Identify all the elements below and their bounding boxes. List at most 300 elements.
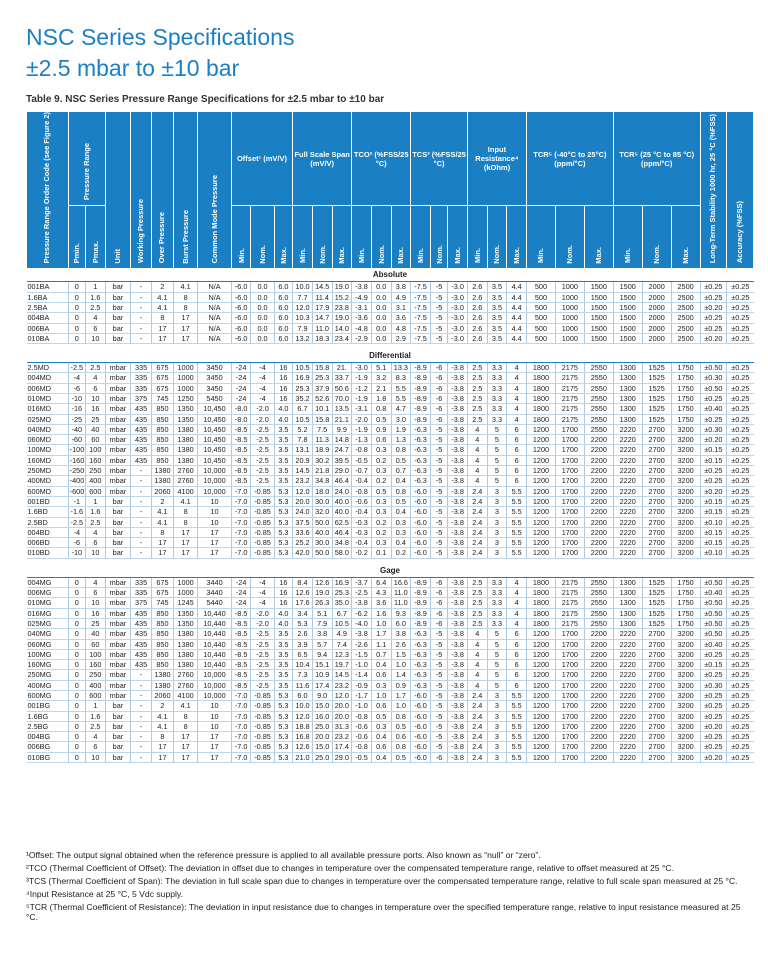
table-cell: -160 (69, 455, 85, 465)
table-cell: 6.0 (274, 313, 293, 323)
table-cell: 435 (131, 424, 152, 434)
table-cell: ±0.50 (700, 363, 727, 373)
table-cell: 6 (86, 538, 106, 548)
table-cell: 20.0 (332, 701, 352, 711)
table-cell: -3.8 (448, 424, 468, 434)
order-code-cell: 004MG (27, 577, 69, 587)
table-cell: 1380 (173, 649, 197, 659)
table-cell: -3.7 (352, 577, 372, 587)
table-cell: 3200 (671, 691, 700, 701)
table-cell: 24.7 (332, 445, 352, 455)
table-cell: 0 (68, 598, 85, 608)
table-cell: 0.0 (371, 292, 391, 302)
table-cell: 2220 (613, 517, 642, 527)
table-row (27, 752, 754, 762)
table-cell: 2.6 (467, 333, 487, 343)
table-cell: 17 (173, 313, 197, 323)
table-cell: 35.0 (332, 598, 352, 608)
table-cell: 2550 (584, 414, 613, 424)
table-cell: 60 (86, 639, 106, 649)
table-cell: 1200 (526, 476, 555, 486)
table-cell: 2175 (555, 414, 584, 424)
table-cell: 10,450 (198, 424, 232, 434)
table-cell: 4 (467, 455, 487, 465)
table-cell: -0.85 (251, 538, 274, 548)
table-cell: -8.5 (231, 445, 251, 455)
table-cell: -3.8 (448, 373, 468, 383)
table-cell: -3.8 (448, 486, 468, 496)
table-cell: ±0.25 (727, 732, 754, 742)
table-cell: -6.0 (411, 732, 431, 742)
table-cell: bar (105, 282, 130, 292)
table-cell: 5 (487, 435, 507, 445)
header-long-term-stability: Long-Term Stability 1000 hr, 25 °C (%FSS) (700, 112, 727, 269)
table-cell: 13.5 (332, 404, 352, 414)
table-cell: -2.0 (352, 414, 372, 424)
table-cell: 34.8 (312, 476, 332, 486)
table-row (27, 577, 754, 587)
table-cell: 5.3 (274, 721, 293, 731)
table-cell: 6.0 (274, 333, 293, 343)
header-nom: Nom. (555, 206, 584, 269)
table-cell: 17 (173, 732, 197, 742)
table-cell: ±0.25 (727, 373, 754, 383)
table-cell: -5 (430, 435, 447, 445)
table-cell: 1350 (173, 414, 197, 424)
table-cell: 1525 (642, 393, 671, 403)
table-cell: -3.8 (448, 496, 468, 506)
table-cell: 17.4 (312, 680, 332, 690)
table-cell: 0 (68, 333, 85, 343)
table-cell: 14.5 (332, 670, 352, 680)
table-cell: 2000 (642, 323, 671, 333)
table-cell: 1.3 (391, 435, 411, 445)
table-cell: 5.5 (507, 742, 527, 752)
table-cell: 10,440 (198, 629, 232, 639)
table-cell: 1350 (173, 618, 197, 628)
table-cell: 7.4 (332, 639, 352, 649)
table-cell: 17 (198, 548, 232, 558)
table-cell: -7.5 (411, 302, 431, 312)
table-cell: ±0.25 (727, 424, 754, 434)
table-cell: ±0.25 (727, 548, 754, 558)
table-cell: 17 (173, 548, 197, 558)
table-cell: -8.9 (411, 404, 431, 414)
table-cell: 10,000 (198, 670, 232, 680)
order-code-cell: 040MD (27, 424, 69, 434)
table-cell: 17 (198, 527, 232, 537)
table-cell: 17 (198, 742, 232, 752)
table-cell: 40 (86, 629, 106, 639)
table-cell: 3200 (671, 701, 700, 711)
table-cell: 2700 (642, 680, 671, 690)
table-cell: 2175 (555, 618, 584, 628)
table-cell: -5 (430, 660, 447, 670)
header-min: Min. (231, 206, 251, 269)
table-cell: -4 (251, 373, 274, 383)
table-cell: ±0.30 (700, 373, 727, 383)
table-cell: 50.0 (312, 548, 332, 558)
table-cell: 4 (467, 424, 487, 434)
table-cell: 2.4 (467, 527, 487, 537)
table-cell: 1800 (526, 393, 555, 403)
table-cell: 3450 (198, 363, 232, 373)
table-cell: -3.8 (448, 691, 468, 701)
table-row (27, 608, 754, 618)
table-cell: 250 (86, 466, 106, 476)
table-cell: 1300 (613, 404, 642, 414)
table-cell: ±0.50 (700, 577, 727, 587)
table-cell: 4 (507, 373, 527, 383)
table-cell: -5 (430, 639, 447, 649)
table-cell: -5 (430, 302, 447, 312)
table-cell: ±0.25 (700, 691, 727, 701)
table-cell: 435 (131, 404, 152, 414)
table-cell: mbar (105, 691, 130, 701)
table-cell: -0.85 (251, 711, 274, 721)
table-cell: 3200 (671, 455, 700, 465)
table-cell: 1525 (642, 577, 671, 587)
table-cell: 2220 (613, 711, 642, 721)
table-cell: -6.0 (411, 496, 431, 506)
table-cell: ±0.15 (700, 527, 727, 537)
table-cell: 4.7 (391, 404, 411, 414)
table-cell: -1.0 (352, 660, 372, 670)
table-cell: - (131, 701, 152, 711)
table-cell: -4 (251, 598, 274, 608)
table-cell: 5.5 (507, 548, 527, 558)
table-cell: -4.9 (352, 292, 372, 302)
table-cell: -8.9 (411, 373, 431, 383)
table-cell: - (131, 486, 152, 496)
table-cell: 675 (151, 383, 173, 393)
table-cell: -16 (68, 404, 85, 414)
table-row (27, 302, 754, 312)
table-cell: 1 (86, 496, 106, 506)
table-cell: 600 (86, 691, 106, 701)
table-cell: 5 (487, 660, 507, 670)
table-cell: -3.1 (352, 302, 372, 312)
table-cell: ±0.15 (700, 445, 727, 455)
table-cell: -7.0 (231, 742, 251, 752)
table-cell: 1750 (671, 373, 700, 383)
table-cell: - (131, 538, 152, 548)
table-cell: 1525 (642, 404, 671, 414)
table-cell: 2.6 (467, 282, 487, 292)
table-cell: 160 (86, 660, 106, 670)
table-cell: 17 (173, 742, 197, 752)
table-cell: 4.4 (507, 333, 527, 343)
table-cell: ±0.25 (700, 701, 727, 711)
table-cell: ±0.25 (727, 507, 754, 517)
table-cell: -6 (430, 404, 447, 414)
table-cell: -0.85 (251, 496, 274, 506)
table-cell: 40.0 (332, 507, 352, 517)
order-code-cell: 016MD (27, 404, 69, 414)
table-cell: -6.3 (411, 649, 431, 659)
table-cell: 0 (68, 742, 85, 752)
section-title: Gage (27, 565, 754, 578)
table-cell: 10.5 (293, 363, 313, 373)
table-cell: 13.1 (293, 445, 313, 455)
table-cell: 17.4 (332, 742, 352, 752)
table-cell: 4.9 (332, 629, 352, 639)
table-cell: 2550 (584, 393, 613, 403)
table-cell: -3.0 (448, 292, 468, 302)
table-cell: -8.5 (231, 660, 251, 670)
table-cell: 5.5 (507, 711, 527, 721)
table-cell: 15.8 (312, 363, 332, 373)
table-cell: 0 (68, 608, 85, 618)
table-cell: 8 (173, 302, 197, 312)
header-min: Min. (352, 206, 372, 269)
table-cell: 18.8 (293, 721, 313, 731)
table-cell: 1700 (555, 752, 584, 762)
table-cell: 5.5 (507, 752, 527, 762)
table-cell: 4.1 (173, 701, 197, 711)
table-cell: ±0.25 (727, 496, 754, 506)
table-cell: bar (105, 507, 130, 517)
table-cell: ±0.25 (700, 292, 727, 302)
table-cell: -8.9 (411, 588, 431, 598)
table-cell: - (131, 732, 152, 742)
table-cell: 6.0 (274, 292, 293, 302)
table-cell: -3.8 (448, 629, 468, 639)
table-cell: -6.0 (411, 538, 431, 548)
table-cell: -0.8 (352, 445, 372, 455)
table-cell: -6 (68, 383, 85, 393)
table-cell: ±0.25 (727, 302, 754, 312)
table-cell: 3.5 (274, 649, 293, 659)
table-cell: 9.3 (391, 608, 411, 618)
table-row (27, 323, 754, 333)
table-cell: 1750 (671, 577, 700, 587)
table-cell: 2200 (584, 445, 613, 455)
table-cell: 2.5 (467, 414, 487, 424)
table-cell: 21.1 (332, 414, 352, 424)
table-cell: -3.8 (448, 538, 468, 548)
table-cell: 1300 (613, 608, 642, 618)
table-cell: 1.7 (391, 691, 411, 701)
table-cell: 4100 (173, 486, 197, 496)
table-cell: bar (105, 313, 130, 323)
table-cell: 4.1 (151, 711, 173, 721)
table-cell: -8.9 (411, 363, 431, 373)
table-cell: 2175 (555, 373, 584, 383)
table-cell: ±0.25 (727, 486, 754, 496)
table-cell: 9.4 (312, 649, 332, 659)
table-cell: -7.0 (231, 486, 251, 496)
table-cell: 2.4 (467, 548, 487, 558)
table-cell: 4 (467, 649, 487, 659)
table-cell: - (131, 691, 152, 701)
table-cell: 5.1 (312, 608, 332, 618)
table-cell: ±0.20 (700, 333, 727, 343)
table-cell: 2.4 (467, 752, 487, 762)
table-cell: 7.8 (293, 435, 313, 445)
table-cell: 11.0 (312, 323, 332, 333)
order-code-cell: 2.5MD (27, 363, 69, 373)
table-cell: 2000 (642, 302, 671, 312)
table-cell: 5.5 (507, 507, 527, 517)
table-cell: -6.0 (411, 527, 431, 537)
table-cell: -5 (430, 548, 447, 558)
table-cell: 2060 (151, 691, 173, 701)
table-cell: 2220 (613, 670, 642, 680)
table-cell: ±0.25 (700, 476, 727, 486)
page-title (26, 22, 294, 84)
table-cell: 3.8 (391, 629, 411, 639)
table-cell: -2.5 (251, 476, 274, 486)
table-cell: 10.0 (293, 282, 313, 292)
table-cell: 10.3 (293, 313, 313, 323)
table-cell: ±0.25 (727, 404, 754, 414)
table-cell: 2.4 (467, 742, 487, 752)
table-cell: ±0.25 (700, 466, 727, 476)
table-cell: 6.0 (274, 323, 293, 333)
table-cell: - (131, 548, 152, 558)
header-pressure-range: Pressure Range (68, 112, 105, 206)
table-cell: 0.2 (391, 548, 411, 558)
table-cell: ±0.25 (727, 538, 754, 548)
table-cell: 21. (332, 363, 352, 373)
order-code-cell: 010BD (27, 548, 69, 558)
table-cell: -2.5 (251, 639, 274, 649)
table-cell: 3.1 (391, 302, 411, 312)
table-cell: 2220 (613, 660, 642, 670)
table-cell: 12.6 (293, 742, 313, 752)
table-cell: 3.3 (487, 393, 507, 403)
table-row (27, 691, 754, 701)
table-cell: 5.3 (274, 517, 293, 527)
table-cell: 1700 (555, 691, 584, 701)
table-cell: 2220 (613, 445, 642, 455)
table-cell: 3.3 (487, 618, 507, 628)
table-cell: 11.4 (312, 292, 332, 302)
table-cell: -8.5 (231, 608, 251, 618)
order-code-cell: 010MG (27, 598, 69, 608)
table-cell: -8.9 (411, 598, 431, 608)
table-cell: -6.3 (411, 660, 431, 670)
table-cell: 42.0 (293, 548, 313, 558)
table-cell: ±0.25 (727, 752, 754, 762)
table-cell: 17 (173, 752, 197, 762)
table-cell: 6.7 (332, 608, 352, 618)
table-cell: 1800 (526, 618, 555, 628)
table-cell: ±0.25 (700, 711, 727, 721)
title-line-2: ±2.5 mbar to ±10 bar (26, 55, 240, 81)
table-cell: 5.5 (507, 538, 527, 548)
table-cell: 3.3 (487, 598, 507, 608)
header-nom: Nom. (251, 206, 274, 269)
table-cell: 2000 (642, 292, 671, 302)
table-cell: 17 (198, 752, 232, 762)
table-cell: 1200 (526, 527, 555, 537)
table-cell: -8.9 (411, 608, 431, 618)
order-code-cell: 006BA (27, 323, 69, 333)
table-cell: ±0.25 (727, 445, 754, 455)
order-code-cell: 100MD (27, 445, 69, 455)
table-cell: 1.1 (371, 639, 391, 649)
table-cell: -5 (430, 670, 447, 680)
table-cell: ±0.20 (700, 721, 727, 731)
table-cell: -7.0 (231, 507, 251, 517)
table-cell: 5.5 (507, 517, 527, 527)
table-cell: 3.6 (371, 598, 391, 608)
table-cell: ±0.25 (727, 282, 754, 292)
table-cell: 1 (86, 282, 106, 292)
table-cell: 1525 (642, 373, 671, 383)
table-cell: -3.8 (448, 507, 468, 517)
table-cell: ±0.25 (727, 323, 754, 333)
table-cell: -3.8 (448, 476, 468, 486)
table-cell: 1380 (151, 476, 173, 486)
table-cell: -2.5 (251, 680, 274, 690)
table-cell: 2220 (613, 639, 642, 649)
table-cell: 1300 (613, 393, 642, 403)
table-cell: 435 (131, 455, 152, 465)
table-cell: 17 (151, 548, 173, 558)
table-row (27, 363, 754, 373)
table-cell: 0.0 (371, 323, 391, 333)
table-cell: 1700 (555, 486, 584, 496)
table-cell: 1 (86, 701, 106, 711)
table-cell: 1800 (526, 577, 555, 587)
table-cell: -6.0 (411, 691, 431, 701)
table-cell: 1000 (173, 588, 197, 598)
table-cell: 16 (86, 608, 106, 618)
table-cell: 29.0 (332, 752, 352, 762)
table-cell: 3.3 (487, 608, 507, 618)
table-cell: 3.5 (487, 323, 507, 333)
header-full-scale-span: Full Scale Span (mV/V) (293, 112, 352, 206)
table-cell: 3 (487, 701, 507, 711)
table-cell: -6.0 (411, 507, 431, 517)
table-cell: 1750 (671, 383, 700, 393)
table-cell: -8.5 (231, 435, 251, 445)
table-cell: ±0.25 (700, 732, 727, 742)
table-cell: 1.6 (86, 711, 106, 721)
order-code-cell: 250MG (27, 670, 69, 680)
table-cell: -6.0 (231, 292, 251, 302)
table-cell: 8 (151, 527, 173, 537)
table-cell: 4 (467, 639, 487, 649)
table-cell: 0 (68, 302, 85, 312)
table-cell: 10 (86, 333, 106, 343)
table-cell: ±0.25 (727, 721, 754, 731)
header-max: Max. (391, 206, 411, 269)
table-cell: 0.6 (371, 670, 391, 680)
table-cell: 3200 (671, 732, 700, 742)
table-cell: 2200 (584, 649, 613, 659)
table-row (27, 527, 754, 537)
table-cell: -0.4 (352, 507, 372, 517)
table-cell: 2200 (584, 742, 613, 752)
table-cell: 0.0 (371, 313, 391, 323)
table-cell: 6 (507, 445, 527, 455)
table-cell: 6 (507, 629, 527, 639)
table-cell: 850 (151, 649, 173, 659)
table-cell: 850 (151, 618, 173, 628)
table-cell: 33.7 (332, 373, 352, 383)
section-header-row (27, 350, 754, 363)
table-cell: -3.8 (448, 445, 468, 455)
table-cell: 3200 (671, 660, 700, 670)
table-cell: 5.3 (274, 732, 293, 742)
order-code-cell: 060MD (27, 435, 69, 445)
table-cell: 1380 (173, 629, 197, 639)
table-cell: 1.0 (371, 691, 391, 701)
